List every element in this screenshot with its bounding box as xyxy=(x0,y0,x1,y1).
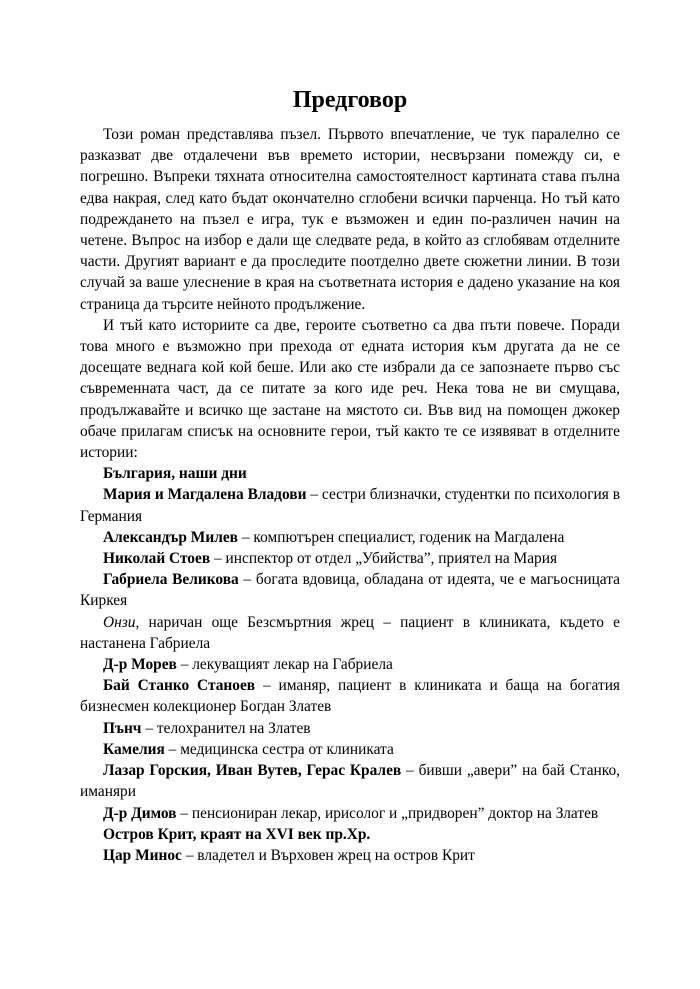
character-entry xyxy=(80,612,620,654)
character-description: – иманяр, пациент в клиниката и баща на богатия бизнесмен колекционер Богдан Златев xyxy=(80,677,621,716)
character-entry xyxy=(80,675,620,717)
character-name: Цар Минос xyxy=(103,846,182,864)
character-entry xyxy=(80,718,620,739)
character-description: – компютърен специалист, годеник на Магдалена xyxy=(237,528,565,546)
character-name: Д-р Димов xyxy=(103,804,177,822)
character-description: – богата вдовица, обладана от идеята, че е магьосницата Киркея xyxy=(80,571,620,610)
character-name: Александър Милев xyxy=(103,528,238,546)
character-name: Д-р Морев xyxy=(103,656,177,674)
character-name: Лазар Горския, Иван Вутев, Герас Кралев xyxy=(103,762,402,780)
character-entry xyxy=(80,569,620,611)
section-heading-crete: Остров Крит, краят на XVI век пр.Хр. xyxy=(103,825,371,843)
document-body xyxy=(80,124,620,866)
character-name: Онзи xyxy=(103,613,136,631)
intro-paragraph-1: Този роман представлява пъзел. Първото впечатление, че тук паралелно се разказват две отдалечени във времето истории, несвързани помежду си, е погрешно. Въпреки тяхната относителна самостоятелност картината става пълна едва накрая, след като бъдат окончателно сглобени всички парченца. Но тъй като подреждането на пъзел е игра, тук е възможен и един по-различен начин на четене. Въпрос на избор е дали ще следвате реда, в който аз сглобявам отделните части. Другият вариант е да проследите поотделно двете сюжетни линии. В този случай за ваше улеснение в края на съответната история е дадено указание на коя страница да търсите нейното продължение. xyxy=(80,126,620,313)
character-description: – бивши „авери” на бай Станко, иманяри xyxy=(80,762,620,801)
character-description: – инспектор от отдел „Убийства”, приятел на Мария xyxy=(210,550,558,568)
character-description: , наричан още Безсмъртния жрец – пациент в клиниката, където е настанена Габриела xyxy=(80,613,620,652)
character-entry xyxy=(80,527,620,548)
character-entry xyxy=(80,760,620,802)
character-name: Николай Стоев xyxy=(103,550,211,568)
character-description: – телохранител на Златев xyxy=(141,719,311,737)
section-heading-bulgaria: България, наши дни xyxy=(103,465,247,483)
character-entry xyxy=(80,803,620,824)
character-entry xyxy=(80,739,620,760)
character-entry xyxy=(80,484,620,526)
character-entry xyxy=(80,845,620,866)
character-description: – владетел и Върховен жрец на остров Крит xyxy=(181,846,475,864)
character-name: Габриела Великова xyxy=(103,571,239,589)
character-description: – медицинска сестра от клиниката xyxy=(164,740,394,758)
character-name: Бай Станко Станоев xyxy=(103,677,256,695)
character-description: – сестри близначки, студентки по психология в Германия xyxy=(80,486,620,525)
character-description: – лекуващият лекар на Габриела xyxy=(176,656,393,674)
intro-paragraph-2: И тъй като историите са две, героите съответно са два пъти повече. Поради това много е възможно при прехода от едната история към другата да не се досещате веднага кой кой беше. Или ако сте избрали да се запознаете първо със съвременната част, да се питате за кого иде реч. Нека това не ви смущава, продължавайте и всичко ще застане на мястото си. Във вид на помощен джокер обаче прилагам списък на основните герои, тъй както те се изявяват в отделните истории: xyxy=(80,316,620,462)
character-name: Мария и Магдалена Владови xyxy=(103,486,307,504)
character-description: – пенсиониран лекар, ирисолог и „придворен” доктор на Златев xyxy=(176,804,599,822)
page-title: Предговор xyxy=(292,87,408,113)
character-entry xyxy=(80,654,620,675)
character-entry xyxy=(80,548,620,569)
character-name: Камелия xyxy=(103,740,165,758)
character-name: Пънч xyxy=(103,719,142,737)
